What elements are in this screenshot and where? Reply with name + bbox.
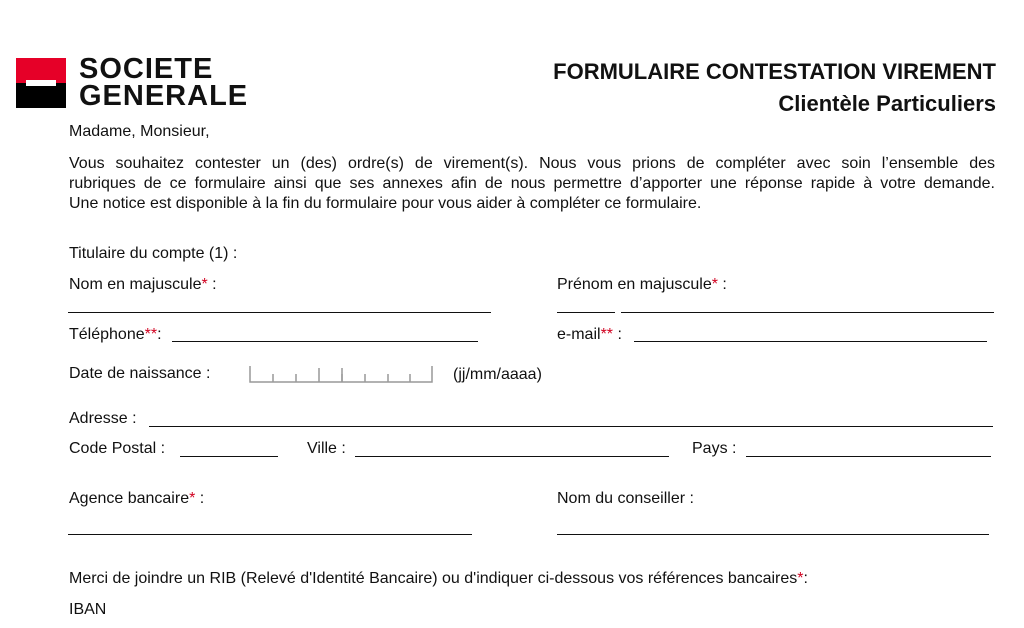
- form-subtitle: Clientèle Particuliers: [778, 91, 996, 116]
- last-name-label: Nom en majuscule* :: [69, 276, 217, 293]
- bank-agency-field[interactable]: [68, 534, 472, 535]
- bank-agency-label: Agence bancaire* :: [69, 490, 205, 507]
- country-field[interactable]: [746, 456, 991, 457]
- account-holder-label: Titulaire du compte (1) :: [69, 245, 238, 262]
- email-field[interactable]: [634, 341, 987, 342]
- societe-generale-logo: [16, 53, 274, 114]
- country-label: Pays :: [692, 440, 737, 457]
- first-name-field-part1[interactable]: [557, 312, 615, 313]
- intro-line: Vous souhaitez contester un (des) ordre(s) de virement(s). Nous vous prions de compléter avec soin l’ensemble des: [69, 155, 995, 172]
- address-label: Adresse :: [69, 410, 137, 427]
- logo-mark-icon: [16, 58, 66, 108]
- intro-line: Une notice est disponible à la fin du formulaire pour vous aider à compléter ce formulaire.: [69, 195, 702, 212]
- birth-date-label: Date de naissance :: [69, 365, 211, 382]
- last-name-field[interactable]: [68, 312, 491, 313]
- salutation: Madame, Monsieur,: [69, 123, 210, 140]
- first-name-field[interactable]: [621, 312, 994, 313]
- required-marker: **: [144, 326, 158, 343]
- birth-date-field[interactable]: [248, 366, 434, 384]
- logo-wordmark: SOCIETE GENERALE: [79, 53, 249, 112]
- phone-label: Téléphone**:: [69, 326, 162, 343]
- address-field[interactable]: [149, 426, 993, 427]
- required-marker: *: [711, 276, 718, 293]
- required-marker: *: [201, 276, 208, 293]
- intro-paragraph: [69, 154, 995, 214]
- first-name-label: Prénom en majuscule* :: [557, 276, 727, 293]
- intro-line: rubriques de ce formulaire ainsi que ses annexes afin de nous permettre d’apporter une réponse rapide à votre demande.: [69, 175, 995, 192]
- rib-instructions: Merci de joindre un RIB (Relevé d'Identité Bancaire) ou d'indiquer ci-dessous vos références bancaires*:: [69, 570, 808, 587]
- email-label: e-mail** :: [557, 326, 622, 343]
- required-marker: **: [600, 326, 614, 343]
- city-label: Ville :: [307, 440, 346, 457]
- city-field[interactable]: [355, 456, 669, 457]
- required-marker: *: [189, 490, 196, 507]
- iban-label: IBAN: [69, 601, 107, 618]
- advisor-name-field[interactable]: [557, 534, 989, 535]
- phone-field[interactable]: [172, 341, 478, 342]
- postal-code-field[interactable]: [180, 456, 278, 457]
- form-title: FORMULAIRE CONTESTATION VIREMENT: [553, 59, 996, 84]
- postal-code-label: Code Postal :: [69, 440, 166, 457]
- required-marker: *: [797, 570, 804, 587]
- advisor-name-label: Nom du conseiller :: [557, 490, 694, 507]
- birth-date-format: (jj/mm/aaaa): [453, 366, 542, 383]
